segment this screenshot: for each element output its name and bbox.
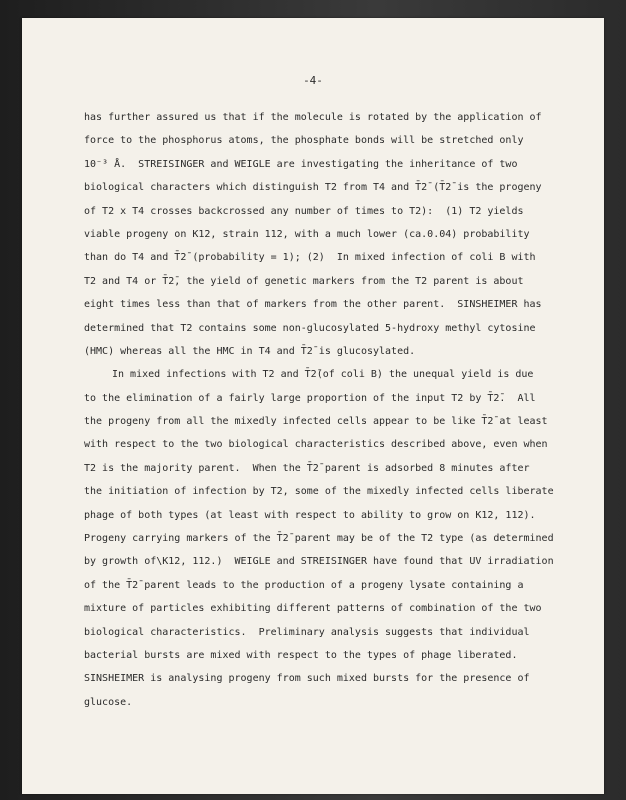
text-line: Progeny carrying markers of the T̄2̄ parent may be of the T2 type (as determined <box>84 533 554 545</box>
text-line: to the elimination of a fairly large proportion of the input T2 by T̄2̄. All <box>84 392 536 404</box>
text-line: SINSHEIMER is analysing progeny from such mixed bursts for the presence of <box>84 673 530 685</box>
text-line: (HMC) whereas all the HMC in T4 and T̄2̄ is glucosylated. <box>84 345 416 357</box>
text-line: than do T4 and T̄2̄ (probability = 1); (2) In mixed infection of coli B with <box>84 252 536 264</box>
text-line: force to the phosphorus atoms, the phosphate bonds will be stretched only <box>84 135 524 147</box>
text-line: has further assured us that if the molecule is rotated by the application of <box>84 112 542 123</box>
body-text <box>84 106 554 714</box>
text-line: eight times less than that of markers from the other parent. SINSHEIMER has <box>84 299 542 311</box>
text-line: with respect to the two biological characteristics described above, even when <box>84 439 548 451</box>
document-page <box>22 18 604 794</box>
text-line: viable progeny on K12, strain 112, with a much lower (ca.0.04) probability <box>84 228 530 240</box>
text-line: phage of both types (at least with respect to ability to grow on K12, 112). <box>84 509 536 521</box>
text-line: biological characteristics. Preliminary analysis suggests that individual <box>84 626 530 638</box>
text-line: biological characters which distinguish T2 from T4 and T̄2̄ (T̄2̄ is the progeny <box>84 182 542 194</box>
text-line: T2 is the majority parent. When the T̄2̄ parent is adsorbed 8 minutes after <box>84 462 530 474</box>
text-line: T2 and T4 or T̄2̄, the yield of genetic markers from the T2 parent is about <box>84 275 524 287</box>
text-line: glucose. <box>84 696 133 708</box>
text-line: the initiation of infection by T2, some of the mixedly infected cells liberate <box>84 486 554 498</box>
text-line: of T2 x T4 crosses backcrossed any number of times to T2): (1) T2 yields <box>84 205 524 217</box>
paragraph-start-line: In mixed infections with T2 and T̄2̄(of coli B) the unequal yield is due <box>112 369 534 381</box>
text-line: by growth of\K12, 112.) WEIGLE and STREISINGER have found that UV irradiation <box>84 556 554 568</box>
text-line: 10⁻³ Å. STREISINGER and WEIGLE are investigating the inheritance of two <box>84 158 518 170</box>
text-line: the progeny from all the mixedly infected cells appear to be like T̄2̄ at least <box>84 416 548 428</box>
text-line: bacterial bursts are mixed with respect to the types of phage liberated. <box>84 649 518 661</box>
page-number: -4- <box>303 74 323 87</box>
text-line: mixture of particles exhibiting different patterns of combination of the two <box>84 603 542 615</box>
text-line: determined that T2 contains some non-glucosylated 5-hydroxy methyl cytosine <box>84 322 536 334</box>
text-line: of the T̄2̄ parent leads to the production of a progeny lysate containing a <box>84 579 524 591</box>
